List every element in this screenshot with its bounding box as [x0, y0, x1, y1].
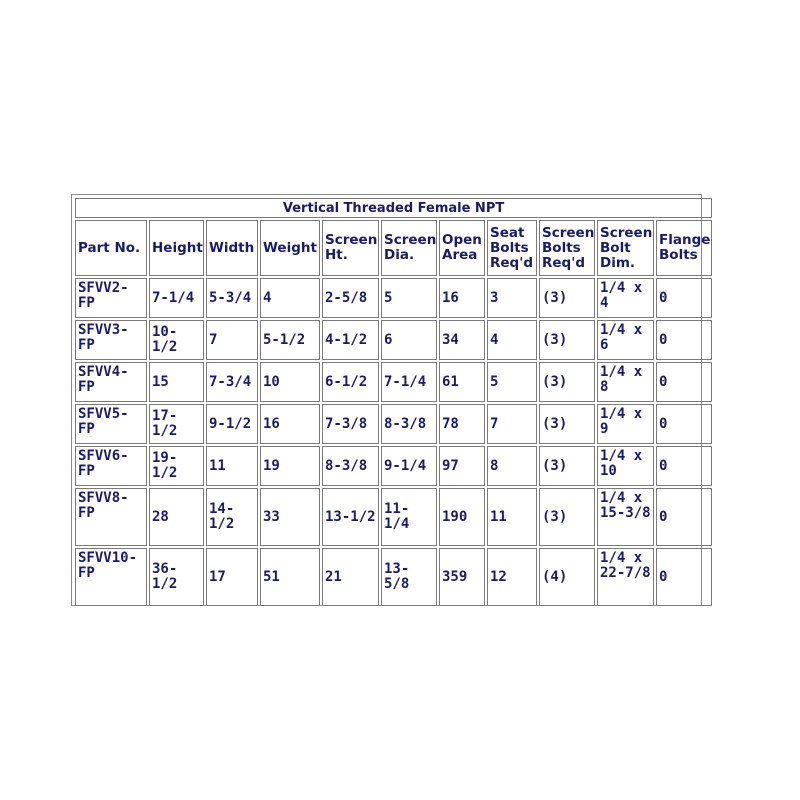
table-cell: 14-1/2 — [206, 488, 258, 546]
header-row — [75, 220, 712, 276]
table-cell: 33 — [260, 488, 320, 546]
table-cell: 11-1/4 — [381, 488, 437, 546]
column-header: Weight — [260, 220, 320, 276]
table-cell: 6-1/2 — [322, 362, 379, 402]
table-cell: (3) — [539, 362, 595, 402]
table-cell: 4-1/2 — [322, 320, 379, 360]
table-cell: 0 — [656, 404, 712, 444]
table-cell: 13-1/2 — [322, 488, 379, 546]
column-header: Screen Ht. — [322, 220, 379, 276]
table-cell: 21 — [322, 548, 379, 606]
column-header: Width — [206, 220, 258, 276]
table-cell: 0 — [656, 278, 712, 318]
table-row — [75, 320, 712, 360]
table-cell: 0 — [656, 548, 712, 606]
table-row — [75, 362, 712, 402]
table-cell: 17-1/2 — [149, 404, 204, 444]
table-row — [75, 488, 712, 546]
table-cell: 16 — [439, 278, 485, 318]
table-cell: 7 — [206, 320, 258, 360]
table-cell: (3) — [539, 446, 595, 486]
table-row — [75, 446, 712, 486]
table-cell: 3 — [487, 278, 537, 318]
spec-table — [73, 196, 714, 608]
table-cell: 190 — [439, 488, 485, 546]
column-header: Screen Bolt Dim. — [597, 220, 654, 276]
table-cell: 6 — [381, 320, 437, 360]
column-header: Open Area — [439, 220, 485, 276]
table-cell: 10-1/2 — [149, 320, 204, 360]
title-row — [75, 198, 712, 218]
column-header: Height — [149, 220, 204, 276]
spec-table-frame — [71, 194, 711, 606]
column-header: Screen Dia. — [381, 220, 437, 276]
table-row — [75, 548, 712, 606]
table-body — [75, 278, 712, 606]
table-cell: 4 — [260, 278, 320, 318]
table-row — [75, 404, 712, 444]
table-cell: 0 — [656, 446, 712, 486]
table-cell: 7-3/4 — [206, 362, 258, 402]
table-cell: 7 — [487, 404, 537, 444]
table-cell: 9-1/2 — [206, 404, 258, 444]
table-cell: (3) — [539, 488, 595, 546]
table-cell: 7-1/4 — [149, 278, 204, 318]
table-cell: 7-3/8 — [322, 404, 379, 444]
table-cell: 0 — [656, 362, 712, 402]
table-cell: 7-1/4 — [381, 362, 437, 402]
table-cell: 1/4 x 8 — [597, 362, 654, 402]
table-cell: 51 — [260, 548, 320, 606]
column-header: Seat Bolts Req'd — [487, 220, 537, 276]
table-cell: 5-3/4 — [206, 278, 258, 318]
table-cell: 16 — [260, 404, 320, 444]
table-cell: 28 — [149, 488, 204, 546]
column-header: Flange Bolts — [656, 220, 712, 276]
table-cell: 0 — [656, 488, 712, 546]
part-number-cell: SFVV10-FP — [75, 548, 147, 606]
table-cell: 359 — [439, 548, 485, 606]
table-cell: 8-3/8 — [322, 446, 379, 486]
table-cell: 2-5/8 — [322, 278, 379, 318]
table-cell: (3) — [539, 320, 595, 360]
table-cell: 1/4 x 15-3/8 — [597, 488, 654, 546]
part-number-cell: SFVV8-FP — [75, 488, 147, 546]
table-cell: 1/4 x 22-7/8 — [597, 548, 654, 606]
table-cell: 5-1/2 — [260, 320, 320, 360]
table-cell: 19-1/2 — [149, 446, 204, 486]
table-cell: 12 — [487, 548, 537, 606]
table-cell: 5 — [487, 362, 537, 402]
table-cell: 5 — [381, 278, 437, 318]
table-cell: (4) — [539, 548, 595, 606]
table-cell: 1/4 x 10 — [597, 446, 654, 486]
table-cell: 1/4 x 6 — [597, 320, 654, 360]
table-cell: 0 — [656, 320, 712, 360]
table-cell: 61 — [439, 362, 485, 402]
table-row — [75, 278, 712, 318]
part-number-cell: SFVV2-FP — [75, 278, 147, 318]
table-cell: 15 — [149, 362, 204, 402]
table-cell: 1/4 x 9 — [597, 404, 654, 444]
table-cell: 8-3/8 — [381, 404, 437, 444]
table-cell: 34 — [439, 320, 485, 360]
table-cell: 11 — [487, 488, 537, 546]
table-cell: (3) — [539, 404, 595, 444]
table-cell: (3) — [539, 278, 595, 318]
table-cell: 36-1/2 — [149, 548, 204, 606]
table-cell: 97 — [439, 446, 485, 486]
part-number-cell: SFVV4-FP — [75, 362, 147, 402]
table-cell: 1/4 x 4 — [597, 278, 654, 318]
table-cell: 10 — [260, 362, 320, 402]
table-cell: 17 — [206, 548, 258, 606]
table-cell: 4 — [487, 320, 537, 360]
table-cell: 11 — [206, 446, 258, 486]
part-number-cell: SFVV6-FP — [75, 446, 147, 486]
table-cell: 78 — [439, 404, 485, 444]
table-title: Vertical Threaded Female NPT — [75, 198, 712, 218]
table-cell: 8 — [487, 446, 537, 486]
table-cell: 13-5/8 — [381, 548, 437, 606]
column-header: Part No. — [75, 220, 147, 276]
part-number-cell: SFVV5-FP — [75, 404, 147, 444]
table-cell: 9-1/4 — [381, 446, 437, 486]
table-cell: 19 — [260, 446, 320, 486]
column-header: Screen Bolts Req'd — [539, 220, 595, 276]
part-number-cell: SFVV3-FP — [75, 320, 147, 360]
